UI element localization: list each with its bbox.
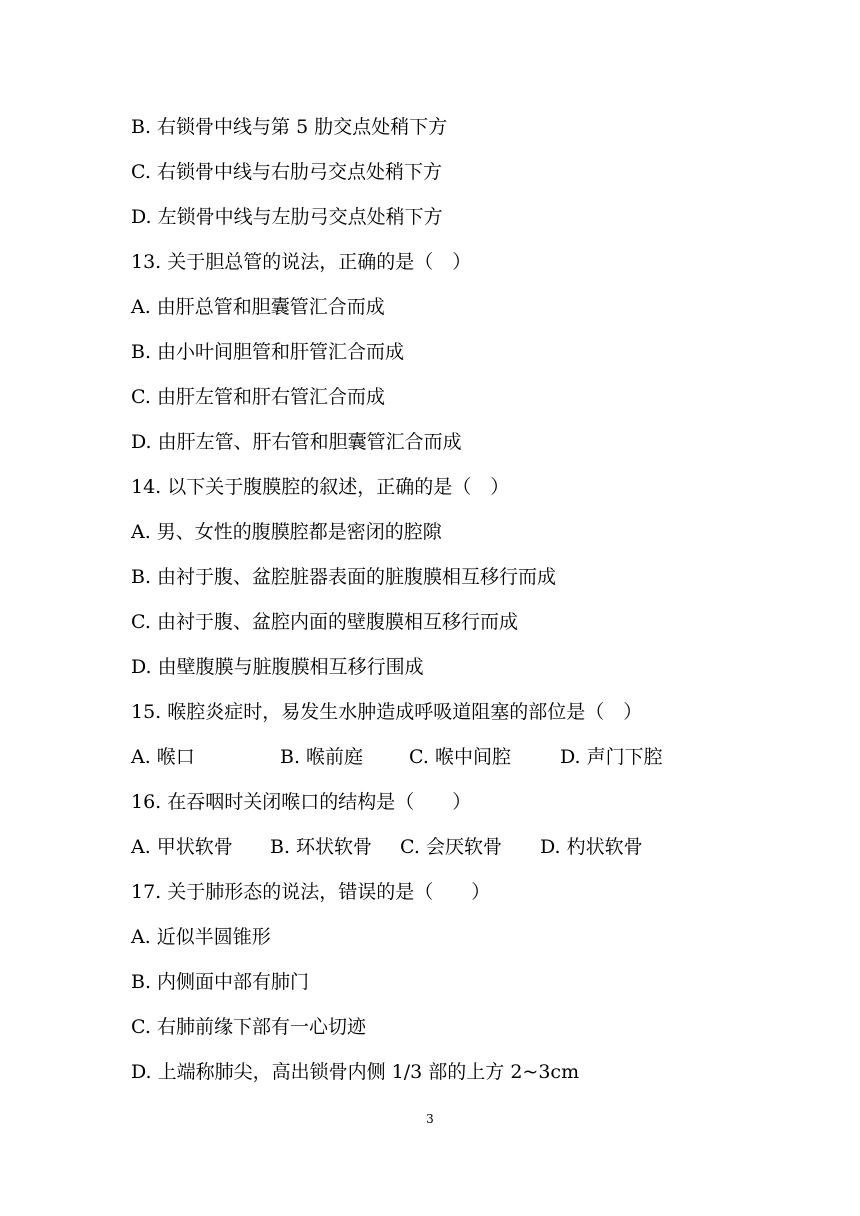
option-17d: D. 上端称肺尖，高出锁骨内侧 1/3 部的上方 2~3cm (131, 1061, 580, 1083)
option-14c: C. 由衬于腹、盆腔内面的壁腹膜相互移行而成 (131, 611, 518, 633)
option-13b: B. 由小叶间胆管和肝管汇合而成 (131, 341, 405, 363)
option-17b: B. 内侧面中部有肺门 (131, 971, 310, 993)
question-15-options (131, 740, 751, 785)
option-15a: A. 喉口 (131, 746, 195, 768)
question-17: 17. 关于肺形态的说法，错误的是（ ） (131, 881, 491, 903)
question-14: 14. 以下关于腹膜腔的叙述，正确的是（ ） (131, 476, 510, 498)
page-number: 3 (426, 1112, 434, 1126)
option-16a: A. 甲状软骨 (131, 836, 233, 858)
option-14d: D. 由壁腹膜与脏腹膜相互移行围成 (131, 656, 424, 678)
option-13c: C. 由肝左管和肝右管汇合而成 (131, 386, 385, 408)
option-13d: D. 由肝左管、肝右管和胆囊管汇合而成 (131, 431, 462, 453)
question-16-options (131, 830, 751, 875)
option-16d: D. 杓状软骨 (540, 836, 643, 858)
question-15: 15. 喉腔炎症时，易发生水肿造成呼吸道阻塞的部位是（ ） (131, 701, 643, 723)
option-12d: D. 左锁骨中线与左肋弓交点处稍下方 (131, 206, 443, 228)
option-17a: A. 近似半圆锥形 (131, 926, 271, 948)
option-12c: C. 右锁骨中线与右肋弓交点处稍下方 (131, 161, 442, 183)
option-14a: A. 男、女性的腹膜腔都是密闭的腔隙 (131, 521, 442, 543)
question-13: 13. 关于胆总管的说法，正确的是（ ） (131, 251, 472, 273)
question-16: 16. 在吞咽时关闭喉口的结构是（ ） (131, 791, 472, 813)
option-15b: B. 喉前庭 (280, 746, 364, 768)
question-content (131, 110, 751, 1100)
option-12b: B. 右锁骨中线与第 5 肋交点处稍下方 (131, 116, 448, 138)
option-16b: B. 环状软骨 (270, 836, 373, 858)
option-15d: D. 声门下腔 (560, 746, 663, 768)
option-17c: C. 右肺前缘下部有一心切迹 (131, 1016, 366, 1038)
option-15c: C. 喉中间腔 (409, 746, 511, 768)
option-14b: B. 由衬于腹、盆腔脏器表面的脏腹膜相互移行而成 (131, 566, 557, 588)
option-16c: C. 会厌软骨 (400, 836, 502, 858)
option-13a: A. 由肝总管和胆囊管汇合而成 (131, 296, 385, 318)
